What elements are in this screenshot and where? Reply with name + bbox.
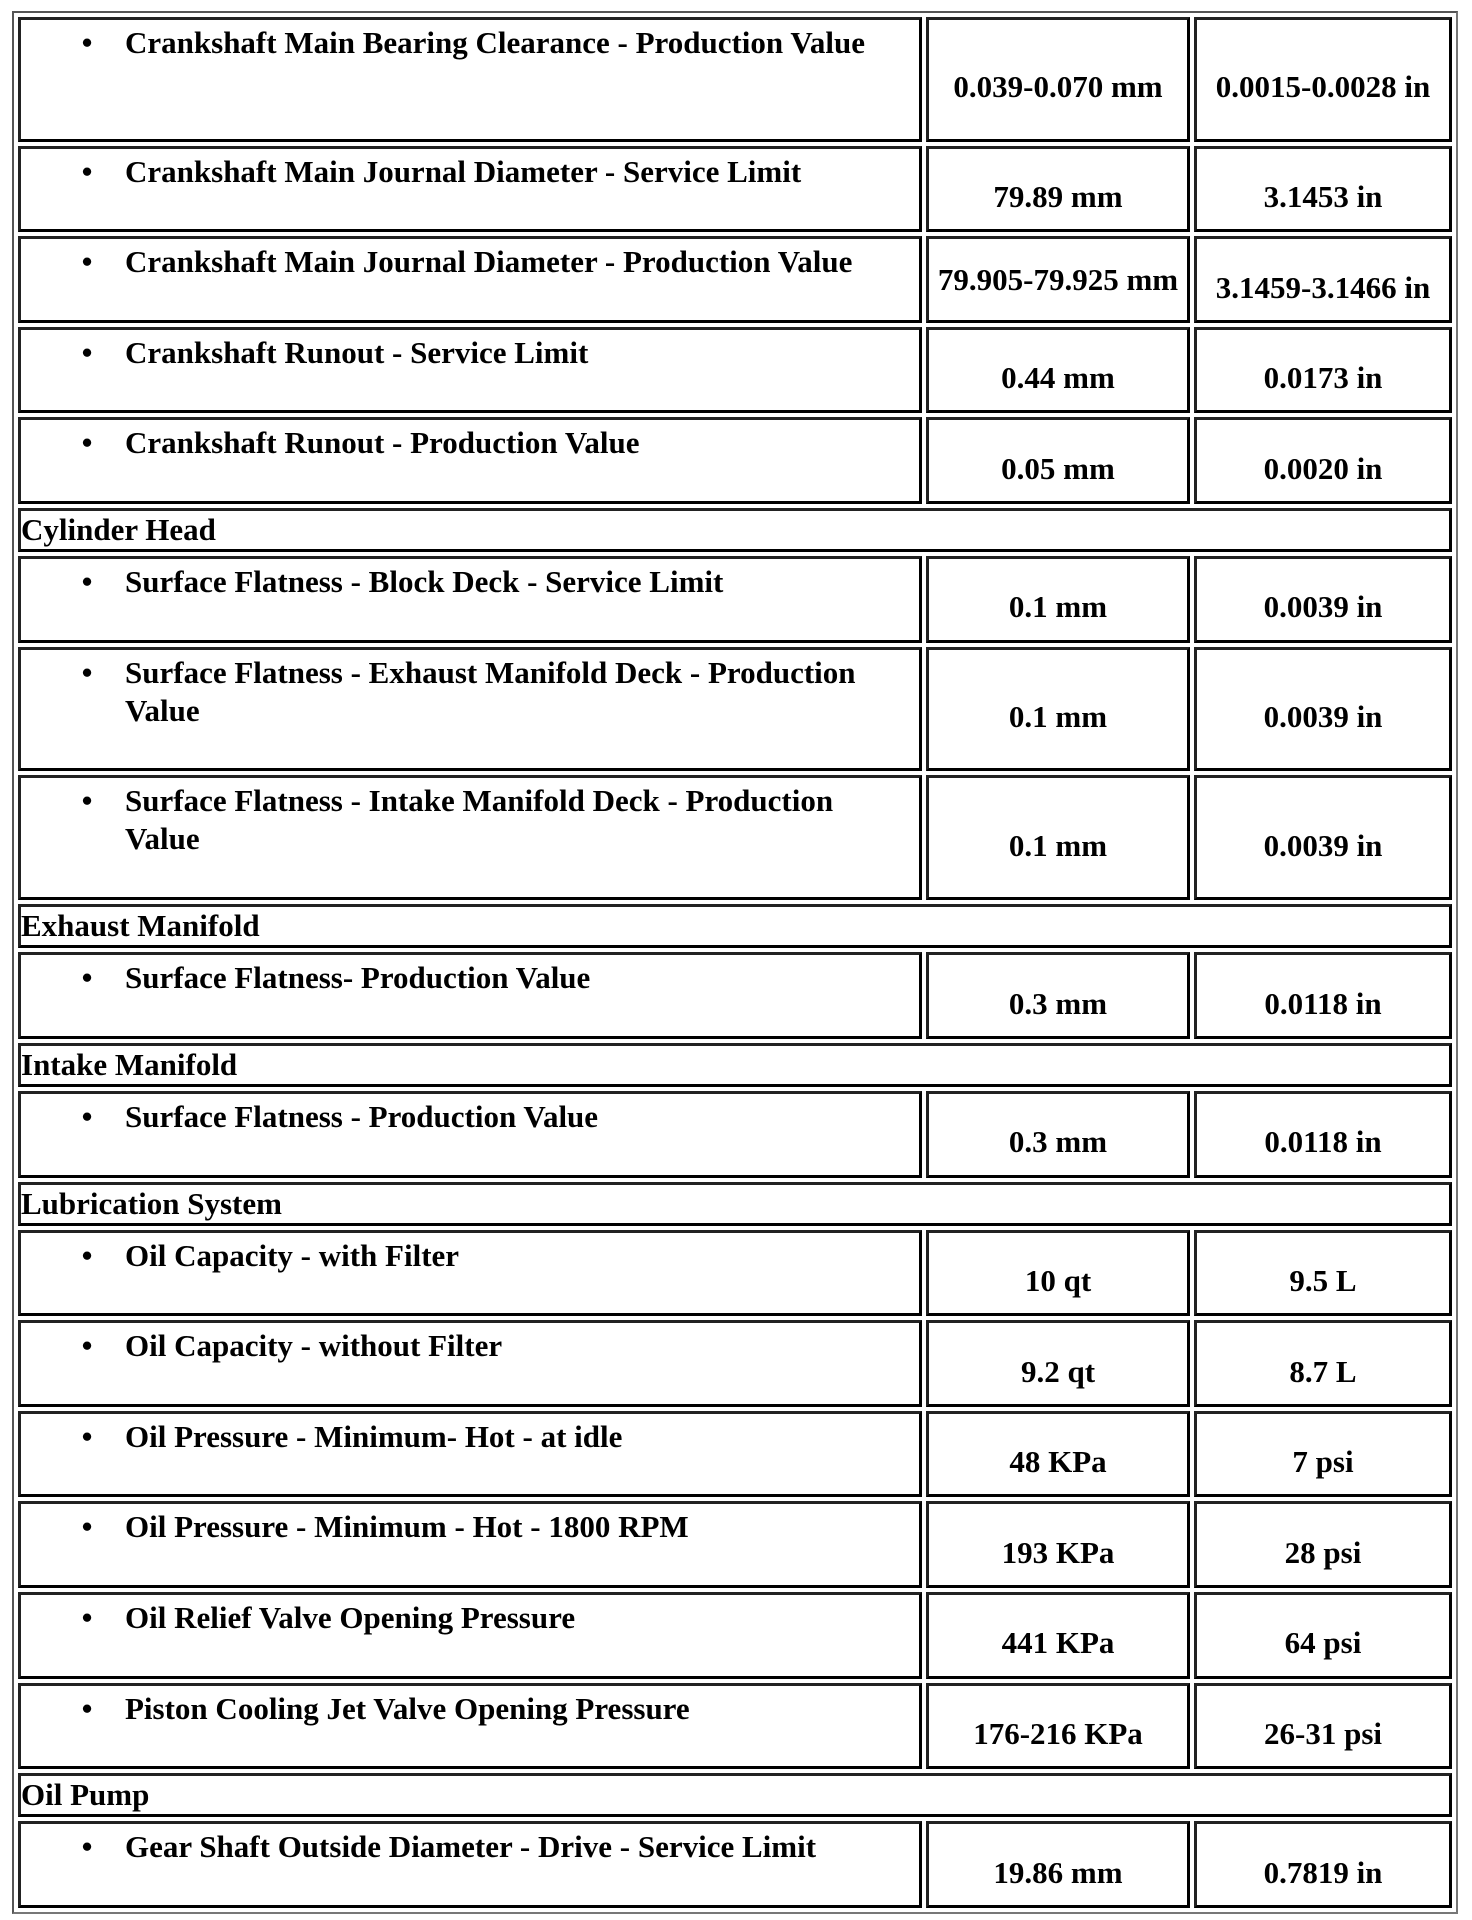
spec-imperial-value: 3.1459-3.1466 in (1215, 269, 1431, 305)
spec-metric-value: 441 KPa (1001, 1625, 1115, 1661)
spec-metric-value: 9.2 qt (1020, 1353, 1096, 1389)
section-row (18, 904, 1452, 948)
spec-metric-value: 0.039-0.070 mm (953, 69, 1163, 105)
spec-imperial-value: 26-31 psi (1264, 1715, 1382, 1751)
spec-metric-cell (926, 1592, 1190, 1679)
spec-description-cell (18, 1230, 922, 1317)
spec-description: Crankshaft Main Journal Diameter - Service Limit (125, 153, 802, 189)
section-heading-cylinder-head: Cylinder Head (18, 508, 1452, 552)
spec-imperial-cell (1194, 236, 1452, 323)
spec-description-cell (18, 417, 922, 504)
spec-metric-cell (926, 1230, 1190, 1317)
spec-imperial-value: 0.0015-0.0028 in (1215, 69, 1431, 105)
spec-imperial-cell (1194, 1821, 1452, 1908)
spec-description: Gear Shaft Outside Diameter - Drive - Service Limit (125, 1829, 817, 1865)
spec-row (18, 1592, 1452, 1679)
spec-metric-value: 0.3 mm (1008, 985, 1108, 1021)
spec-imperial-value: 7 psi (1292, 1444, 1354, 1480)
bullet-icon: • (81, 1690, 93, 1726)
spec-description-cell (18, 556, 922, 643)
spec-row (18, 1320, 1452, 1407)
spec-metric-value: 79.905-79.925 mm (937, 261, 1179, 297)
spec-description: Oil Pressure - Minimum - Hot - 1800 RPM (125, 1509, 689, 1545)
spec-metric-cell (926, 556, 1190, 643)
spec-description: Surface Flatness - Exhaust Manifold Deck - Production Value (125, 654, 856, 728)
spec-imperial-value: 0.7819 in (1263, 1854, 1383, 1890)
spec-description: Oil Pressure - Minimum- Hot - at idle (125, 1418, 623, 1454)
spec-imperial-cell (1194, 1683, 1452, 1770)
spec-metric-cell (926, 1320, 1190, 1407)
spec-imperial-cell (1194, 556, 1452, 643)
bullet-icon: • (81, 244, 93, 280)
spec-metric-cell (926, 327, 1190, 414)
spec-description: Surface Flatness- Production Value (125, 960, 591, 996)
bullet-icon: • (81, 1099, 93, 1135)
spec-description: Oil Capacity - without Filter (125, 1328, 503, 1364)
spec-imperial-cell (1194, 647, 1452, 772)
spec-description-cell (18, 952, 922, 1039)
spec-description-cell (18, 17, 922, 142)
spec-description-cell (18, 1091, 922, 1178)
spec-row (18, 327, 1452, 414)
spec-metric-cell (926, 146, 1190, 233)
spec-metric-cell (926, 1091, 1190, 1178)
spec-description-cell (18, 647, 922, 772)
spec-description: Crankshaft Runout - Service Limit (125, 334, 589, 370)
section-heading-lubrication-system: Lubrication System (18, 1182, 1452, 1226)
spec-metric-value: 193 KPa (1001, 1534, 1115, 1570)
bullet-icon: • (81, 960, 93, 996)
spec-row (18, 146, 1452, 233)
spec-description-cell (18, 1821, 922, 1908)
spec-imperial-cell (1194, 1320, 1452, 1407)
spec-description: Oil Relief Valve Opening Pressure (125, 1599, 576, 1635)
spec-imperial-value: 0.0039 in (1263, 698, 1383, 734)
spec-imperial-value: 28 psi (1284, 1534, 1362, 1570)
spec-description-cell (18, 1683, 922, 1770)
bullet-icon: • (81, 1509, 93, 1545)
spec-imperial-cell (1194, 1501, 1452, 1588)
bullet-icon: • (81, 564, 93, 600)
bullet-icon: • (81, 334, 93, 370)
spec-metric-value: 0.3 mm (1008, 1124, 1108, 1160)
specification-table-body (18, 17, 1452, 1908)
spec-description: Surface Flatness - Intake Manifold Deck - Production Value (125, 783, 834, 857)
bullet-icon: • (81, 1237, 93, 1273)
spec-imperial-value: 0.0039 in (1263, 589, 1383, 625)
spec-imperial-value: 0.0173 in (1263, 360, 1383, 396)
spec-imperial-cell (1194, 146, 1452, 233)
spec-imperial-cell (1194, 1411, 1452, 1498)
section-heading-intake-manifold: Intake Manifold (18, 1043, 1452, 1087)
spec-description: Crankshaft Main Journal Diameter - Production Value (125, 244, 853, 280)
bullet-icon: • (81, 783, 93, 819)
spec-imperial-value: 0.0039 in (1263, 827, 1383, 863)
spec-imperial-cell (1194, 1230, 1452, 1317)
spec-description: Surface Flatness - Block Deck - Service Limit (125, 564, 724, 600)
spec-row (18, 17, 1452, 142)
spec-metric-value: 79.89 mm (993, 179, 1123, 214)
spec-imperial-value: 9.5 L (1289, 1263, 1357, 1299)
spec-imperial-cell (1194, 1592, 1452, 1679)
bullet-icon: • (81, 425, 93, 461)
section-row (18, 508, 1452, 552)
spec-table-frame (12, 11, 1458, 1914)
bullet-icon: • (81, 654, 93, 690)
spec-row (18, 1091, 1452, 1178)
spec-imperial-cell (1194, 17, 1452, 142)
spec-imperial-cell (1194, 952, 1452, 1039)
spec-description: Piston Cooling Jet Valve Opening Pressure (125, 1690, 690, 1726)
spec-row (18, 556, 1452, 643)
spec-metric-cell (926, 1501, 1190, 1588)
spec-imperial-cell (1194, 327, 1452, 414)
spec-metric-value: 0.1 mm (1008, 589, 1108, 625)
section-row (18, 1773, 1452, 1817)
specification-table (14, 13, 1456, 1912)
spec-description-cell (18, 1501, 922, 1588)
spec-metric-cell (926, 417, 1190, 504)
spec-imperial-cell (1194, 775, 1452, 900)
spec-description-cell (18, 775, 922, 900)
spec-metric-cell (926, 647, 1190, 772)
spec-description: Oil Capacity - with Filter (125, 1237, 460, 1273)
spec-row (18, 1821, 1452, 1908)
section-row (18, 1182, 1452, 1226)
spec-metric-value: 176-216 KPa (973, 1715, 1143, 1751)
spec-metric-cell (926, 775, 1190, 900)
spec-row (18, 417, 1452, 504)
spec-description-cell (18, 327, 922, 414)
section-heading-exhaust-manifold: Exhaust Manifold (18, 904, 1452, 948)
spec-metric-value: 10 qt (1024, 1263, 1092, 1299)
spec-metric-cell (926, 1821, 1190, 1908)
spec-row (18, 1501, 1452, 1588)
spec-imperial-value: 8.7 L (1289, 1353, 1357, 1389)
bullet-icon: • (81, 1599, 93, 1635)
spec-imperial-cell (1194, 1091, 1452, 1178)
spec-imperial-cell (1194, 417, 1452, 504)
spec-row (18, 1230, 1452, 1317)
spec-metric-value: 0.1 mm (1008, 827, 1108, 863)
spec-description-cell (18, 1592, 922, 1679)
spec-imperial-value: 0.0020 in (1263, 450, 1383, 486)
spec-row (18, 1411, 1452, 1498)
spec-row (18, 647, 1452, 772)
spec-metric-cell (926, 17, 1190, 142)
bullet-icon: • (81, 1328, 93, 1364)
spec-metric-cell (926, 236, 1190, 323)
bullet-icon: • (81, 1829, 93, 1865)
bullet-icon: • (81, 153, 93, 189)
section-row (18, 1043, 1452, 1087)
bullet-icon: • (81, 25, 93, 60)
spec-metric-value: 48 KPa (1009, 1444, 1107, 1480)
spec-imperial-value: 3.1453 in (1263, 179, 1383, 214)
spec-description-cell (18, 146, 922, 233)
spec-description: Crankshaft Runout - Production Value (125, 425, 640, 461)
spec-metric-value: 0.44 mm (1001, 360, 1115, 396)
spec-row (18, 952, 1452, 1039)
spec-metric-cell (926, 952, 1190, 1039)
spec-metric-cell (926, 1411, 1190, 1498)
spec-description: Surface Flatness - Production Value (125, 1099, 599, 1135)
spec-row (18, 1683, 1452, 1770)
section-heading-oil-pump: Oil Pump (18, 1773, 1452, 1817)
bullet-icon: • (81, 1418, 93, 1454)
spec-description: Crankshaft Main Bearing Clearance - Production Value (125, 25, 865, 60)
spec-imperial-value: 0.0118 in (1264, 1124, 1382, 1160)
spec-metric-value: 19.86 mm (993, 1854, 1123, 1890)
spec-description-cell (18, 236, 922, 323)
spec-row (18, 236, 1452, 323)
spec-metric-cell (926, 1683, 1190, 1770)
spec-metric-value: 0.05 mm (1001, 450, 1115, 486)
spec-description-cell (18, 1320, 922, 1407)
spec-description-cell (18, 1411, 922, 1498)
spec-metric-value: 0.1 mm (1008, 698, 1108, 734)
spec-imperial-value: 64 psi (1284, 1625, 1362, 1661)
spec-imperial-value: 0.0118 in (1264, 985, 1382, 1021)
spec-row (18, 775, 1452, 900)
